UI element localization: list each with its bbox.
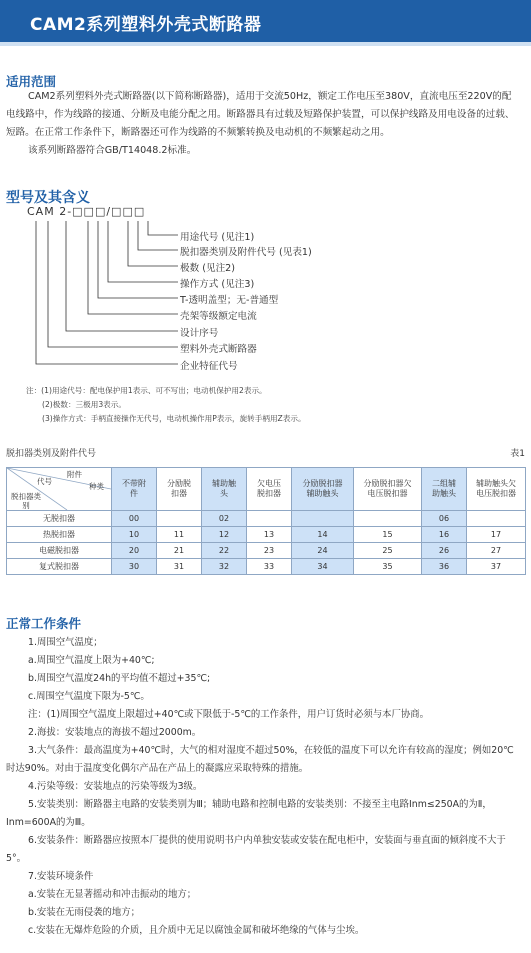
row-label: 无脱扣器 [7,511,112,527]
lead-line-4 [108,221,178,282]
condition-item: 4.污染等级：安装地点的污染等级为3级。 [28,781,203,792]
condition-item: 7.安装环境条件 [28,871,94,882]
table-row [7,511,526,527]
condition-item: a.安装在无显著摇动和冲击振动的地方； [28,889,197,900]
condition-item: 注：(1)周围空气温度上限超过+40℃或下限低于-5℃的工作条件，用户订货时必须与本厂协商。 [28,709,429,720]
conditions-heading: 正常工作条件 [6,616,82,631]
condition-item: 6.安装条件：断路器应按照本厂提供的使用说明书户内单独安装或安装在配电柜中，安装面与垂直面的倾斜度不大于5°。 [6,835,506,864]
condition-item: 3.大气条件：最高温度为+40℃时，大气的相对湿度不超过50%，在较低的温度下可以允许有较高的湿度；例如20℃时达90%。对由于温度变化偶尔产品在产品上的凝露应采取特殊的措施。 [6,745,514,774]
table-cell: 21 [157,543,202,559]
model-label-6: 壳架等级额定电流 [180,311,257,322]
condition-item: c.安装在无爆炸危险的介质，且介质中无足以腐蚀金属和破坏绝缘的气体与尘埃。 [28,925,365,936]
table-cell: 34 [292,559,354,575]
table-cell: 24 [292,543,354,559]
model-label-1: 用途代号 (见注1) [180,232,255,243]
lead-line-9 [36,221,178,364]
title-banner [0,0,531,42]
table-header-row [7,468,526,511]
table-cell [292,511,354,527]
model-code: CAM 2-□□□/□□□ [27,205,146,218]
table-cell: 12 [202,527,247,543]
model-label-9: 企业特征代号 [180,361,238,372]
table-cell: 37 [467,559,526,575]
table-row [7,559,526,575]
lead-line-8 [48,221,178,347]
table-cell [247,511,292,527]
table-cell: 23 [247,543,292,559]
model-heading: 型号及其含义 [6,190,90,206]
table-cell: 06 [422,511,467,527]
model-label-3: 极数 (见注2) [180,263,236,274]
table-cell: 16 [422,527,467,543]
table-cell: 13 [247,527,292,543]
model-label-8: 塑料外壳式断路器 [180,344,257,355]
table-cell: 15 [354,527,422,543]
corner-label-release: 脱扣器类别 [11,492,41,510]
lead-line-7 [66,221,178,331]
model-note-1: 注：(1)用途代号：配电保护用1表示、可不写出；电动机保护用2表示。 [26,386,267,395]
table-cell: 11 [157,527,202,543]
table-cell: 32 [202,559,247,575]
model-label-2: 脱扣器类别及附件代号 (见表1) [180,247,312,258]
lead-line-3 [128,221,178,266]
condition-item: c.周围空气温度下限为-5℃。 [28,691,150,702]
model-label-7: 设计序号 [180,328,219,339]
table-row [7,543,526,559]
header-shunt-aux: 分励脱扣器辅助触头 [292,468,354,511]
header-shunt-undervoltage: 分励脱扣器欠电压脱扣器 [354,468,422,511]
table-cell: 17 [467,527,526,543]
table-cell [157,511,202,527]
scope-heading: 适用范围 [6,74,57,89]
model-label-5: T-透明盖型；无-普通型 [180,295,279,306]
header-two-aux: 二组辅助触头 [422,468,467,511]
page-title: CAM2系列塑料外壳式断路器 [30,15,262,35]
condition-item: 1.周围空气温度； [28,637,103,648]
header-shunt-release: 分励脱扣器 [157,468,202,511]
table-cell: 31 [157,559,202,575]
header-no-accessory: 不带附件 [112,468,157,511]
scope-text [6,88,520,160]
table-cell: 26 [422,543,467,559]
model-note-2: (2)极数：三极用3表示。 [42,400,126,409]
lead-line-1 [148,221,178,235]
row-label: 热脱扣器 [7,527,112,543]
corner-label-type: 种类 [89,482,104,491]
table-id: 表1 [510,449,525,459]
table-cell: 22 [202,543,247,559]
table-row [7,527,526,543]
model-label-4: 操作方式 (见注3) [180,279,255,290]
condition-item: 5.安装类别：断路器主电路的安装类别为Ⅲ；辅助电路和控制电路的安装类别：不接至主电路Inm≤250A的为Ⅱ，Inm=600A的为Ⅲ。 [6,799,492,828]
table-cell: 36 [422,559,467,575]
header-aux-contact: 辅助触头 [202,468,247,511]
condition-item: 2.海拔：安装地点的海拔不超过2000m。 [28,727,202,738]
table-cell: 00 [112,511,157,527]
table-cell: 33 [247,559,292,575]
model-note-3: (3)操作方式：手柄直接操作无代号，电动机操作用P表示，旋转手柄用Z表示。 [42,414,306,423]
condition-item: a.周围空气温度上限为+40℃; [28,655,155,666]
condition-item: b.周围空气温度24h的平均值不超过+35℃; [28,673,211,684]
table-cell: 35 [354,559,422,575]
table-corner-cell [7,468,112,511]
corner-label-accessory: 附件 [67,470,82,479]
table-cell: 30 [112,559,157,575]
table-cell: 20 [112,543,157,559]
lead-line-2 [138,221,178,250]
table-cell: 25 [354,543,422,559]
header-aux-undervoltage: 辅助触头欠电压脱扣器 [467,468,526,511]
model-notes [26,384,526,426]
scope-paragraph-1: CAM2系列塑料外壳式断路器(以下简称断路器)，适用于交流50Hz，额定工作电压至380V，直流电压至220V的配电线路中，作为线路的接通、分断及电能分配之用。断路器具有过载及短路保护装置，可以保护线路及用电设备的过载、短路。在正常工作条件下，断路器还可作为线路的不频繁转换及电动机的不频繁起动之用。 [6,91,515,138]
scope-paragraph-2: 该系列断路器符合GB/T14048.2标准。 [28,145,197,156]
corner-label-code: 代号 [37,477,52,486]
table-cell [354,511,422,527]
row-label: 复式脱扣器 [7,559,112,575]
table-cell: 27 [467,543,526,559]
banner-divider [0,42,531,46]
header-undervoltage-release: 欠电压脱扣器 [247,468,292,511]
table-cell [467,511,526,527]
conditions-list [6,634,520,940]
release-accessory-table [6,467,526,575]
table-cell: 02 [202,511,247,527]
table-cell: 10 [112,527,157,543]
table-caption: 脱扣器类别及附件代号 [6,449,97,459]
row-label: 电磁脱扣器 [7,543,112,559]
table-cell: 14 [292,527,354,543]
condition-item: b.安装在无雨侵袭的地方； [28,907,141,918]
